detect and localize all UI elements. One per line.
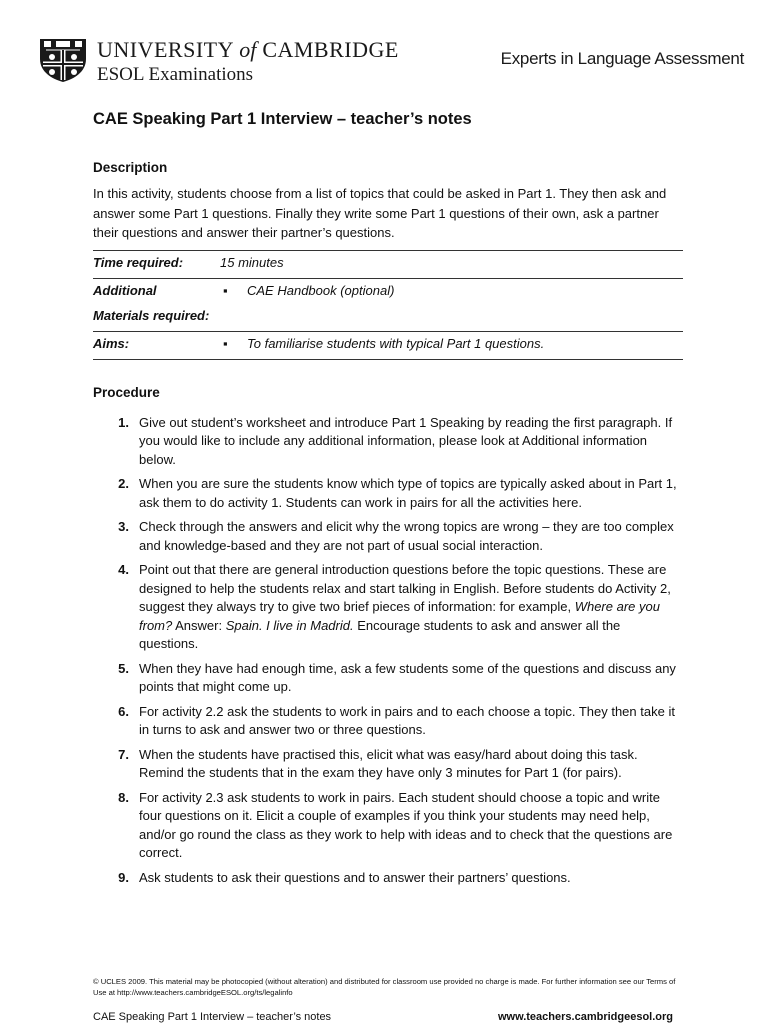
page-footer [93,1011,673,1023]
procedure-heading: Procedure [93,384,160,400]
bullet-icon: ▪ [223,335,228,351]
materials-label [93,278,220,331]
header-tagline: Experts in Language Assessment [500,49,744,68]
materials-row [93,278,683,331]
list-item [93,703,683,740]
aims-label: Aims: [93,331,220,359]
step-number: 8. [118,789,129,805]
materials-label-line1: Additional [93,282,157,298]
main-content [93,108,683,893]
copyright-notice: © UCLES 2009. This material may be photocopied (without alteration) and distributed for classroom use provided no charge is made. For further information see our Terms of Use at http://www.teachers.cambridgeESOL.org/ts/legalinfo [93,977,676,997]
footer-doc-name: CAE Speaking Part 1 Interview – teacher’s notes [93,1011,332,1023]
list-item [93,746,683,783]
list-item [93,518,683,555]
page-header [38,36,744,86]
bullet-icon: ▪ [223,282,228,298]
procedure-list [93,414,683,888]
step-text: Check through the answers and elicit why the wrong topics are wrong – they are too complex and knowledge-based and they are not part of usual social interaction. [139,519,674,553]
aims-row [93,331,683,359]
step-number: 6. [118,703,129,719]
step-number: 4. [118,562,129,577]
list-item [93,475,683,512]
aims-value-text: To familiarise students with typical Part 1 questions. [247,335,545,351]
step-text: For activity 2.3 ask students to work in pairs. Each student should choose a topic and write four questions on it. Elicit a couple of examples if you think your students may need help, and/or go round the class as they work to help with ideas and to check that the questions are correct. [139,789,673,860]
list-item [93,789,683,863]
step-number: 1. [118,414,129,430]
list-item [93,414,683,470]
step-number: 5. [118,660,129,676]
step-text: Give out student’s worksheet and introduce Part 1 Speaking by reading the first paragraph. If you would like to include any additional information, please look at Additional information below. [139,414,673,467]
university-brand [97,38,399,86]
step-number: 9. [118,869,129,885]
materials-value [220,278,683,331]
description-text: In this activity, students choose from a list of topics that could be asked in Part 1. They then ask and answer some Part 1 questions. Finally they write some Part 1 questions of their own, ask a partner their questions and answer their partner’s questions. [93,186,667,240]
step-text: When you are sure the students know which type of topics are typically asked about in Part 1, ask them to do activity 1. Students can work in pairs for all the activities here. [139,476,677,510]
description-heading: Description [93,160,168,175]
step-text: Ask students to ask their questions and to answer their partners’ questions. [139,869,571,885]
step-number: 3. [118,519,129,534]
info-table [93,250,683,360]
step-text: For activity 2.2 ask the students to work in pairs and to each choose a topic. They then take it in turns to ask and answer two or three questions. [139,703,675,737]
step-text: When they have had enough time, ask a few students some of the questions and discuss any points that might come up. [139,660,676,694]
list-item [93,869,683,888]
time-value: 15 minutes [220,250,683,278]
materials-value-text: CAE Handbook (optional) [247,282,395,298]
list-item [93,561,683,654]
step-text: When the students have practised this, elicit what was easy/hard about doing this task. Remind the students that in the exam they have only 3 minutes for Part 1 (for pairs). [139,746,638,780]
time-row [93,250,683,278]
list-item [93,660,683,697]
materials-label-line2: Materials required: [93,307,210,323]
step-number: 2. [118,476,129,491]
step-text: Point out that there are general introduction questions before the topic questions. These are designed to help the students relax and start talking in English. Before students do Activity 2, suggest they always try to give two brief pieces of information: for example, Where are you from? Answer: Spain. I live in Madrid. Encourage students to ask and answer all the questions. [139,562,671,651]
university-name: UNIVERSITY of CAMBRIDGE [97,37,399,62]
esol-examinations: ESOL Examinations [97,64,254,85]
cambridge-crest-icon [38,37,88,83]
step-number: 7. [118,746,129,762]
footer-url-link[interactable]: www.teachers.cambridgeesol.org [497,1011,673,1023]
page-title: CAE Speaking Part 1 Interview – teacher’s notes [93,110,472,128]
time-label: Time required: [93,250,220,278]
aims-value [220,331,683,359]
